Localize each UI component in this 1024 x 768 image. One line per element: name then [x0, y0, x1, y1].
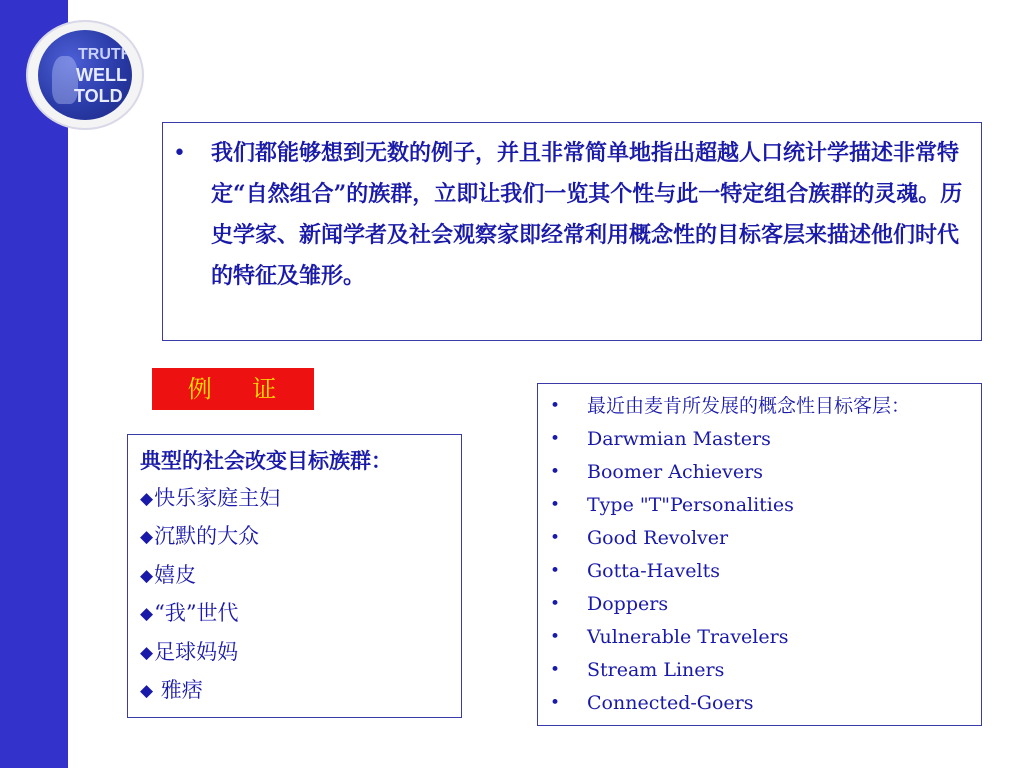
social-groups-title: 典型的社会改变目标族群：	[140, 448, 392, 473]
bullet-marker: •	[550, 660, 561, 680]
bullet-marker: •	[550, 396, 561, 416]
logo-line-1: TRUTH	[78, 46, 132, 63]
list-item: ◆“我”世代	[140, 601, 239, 625]
bullet-marker: •	[173, 141, 186, 166]
logo-line-2: WELL	[76, 65, 127, 85]
diamond-icon: ◆	[140, 527, 154, 547]
list-item: ◆足球妈妈	[140, 639, 239, 664]
list-item: • Doppers	[538, 588, 981, 621]
main-bullet-item	[173, 133, 973, 297]
list-item: • Good Revolver	[538, 522, 981, 555]
logo-text	[76, 44, 132, 107]
diamond-icon: ◆	[140, 681, 154, 701]
list-item: • Darwmian Masters	[538, 423, 981, 456]
list-item: • Gotta-Havelts	[538, 555, 981, 588]
bullet-marker: •	[550, 594, 561, 614]
list-item: ◆快乐家庭主妇	[140, 485, 281, 510]
bullet-marker: •	[550, 429, 561, 449]
bullet-marker: •	[550, 627, 561, 647]
list-item: • Stream Liners	[538, 654, 981, 687]
list-item: • Type "T"Personalities	[538, 489, 981, 522]
bullet-marker: •	[550, 528, 561, 548]
bullet-marker: •	[550, 495, 561, 515]
bullet-marker: •	[550, 462, 561, 482]
bullet-marker: •	[550, 693, 561, 713]
list-item: • Boomer Achievers	[538, 456, 981, 489]
list-item: ◆ 雅痞	[140, 678, 203, 702]
example-tag	[152, 368, 314, 410]
logo-line-3: TOLD	[74, 86, 123, 106]
diamond-icon: ◆	[140, 488, 154, 509]
main-paragraph: 我们都能够想到无数的例子，并且非常简单地指出超越人口统计学描述非常特定“自然组合”的族群，立即让我们一览其个性与此一特定组合族群的灵魂。历史学家、新闻学者及社会观察家即经常利用概念性的目标客层来描述他们时代的特征及雏形。	[211, 140, 963, 289]
diamond-icon: ◆	[140, 604, 154, 624]
diamond-icon: ◆	[140, 642, 154, 663]
diamond-icon: ◆	[140, 565, 154, 586]
list-item: • Connected-Goers	[538, 687, 981, 720]
list-item: ◆嬉皮	[140, 562, 197, 587]
example-tag-label: 例 证	[187, 375, 279, 403]
mccann-segments-box	[537, 383, 982, 726]
truth-well-told-logo	[28, 22, 142, 128]
list-item: • 最近由麦肯所发展的概念性目标客层：	[538, 390, 981, 423]
main-text-box	[162, 122, 982, 341]
logo-globe	[38, 30, 132, 120]
social-groups-box	[127, 434, 462, 718]
list-item: ◆沉默的大众	[140, 524, 260, 548]
list-item: • Vulnerable Travelers	[538, 621, 981, 654]
bullet-marker: •	[550, 561, 561, 581]
